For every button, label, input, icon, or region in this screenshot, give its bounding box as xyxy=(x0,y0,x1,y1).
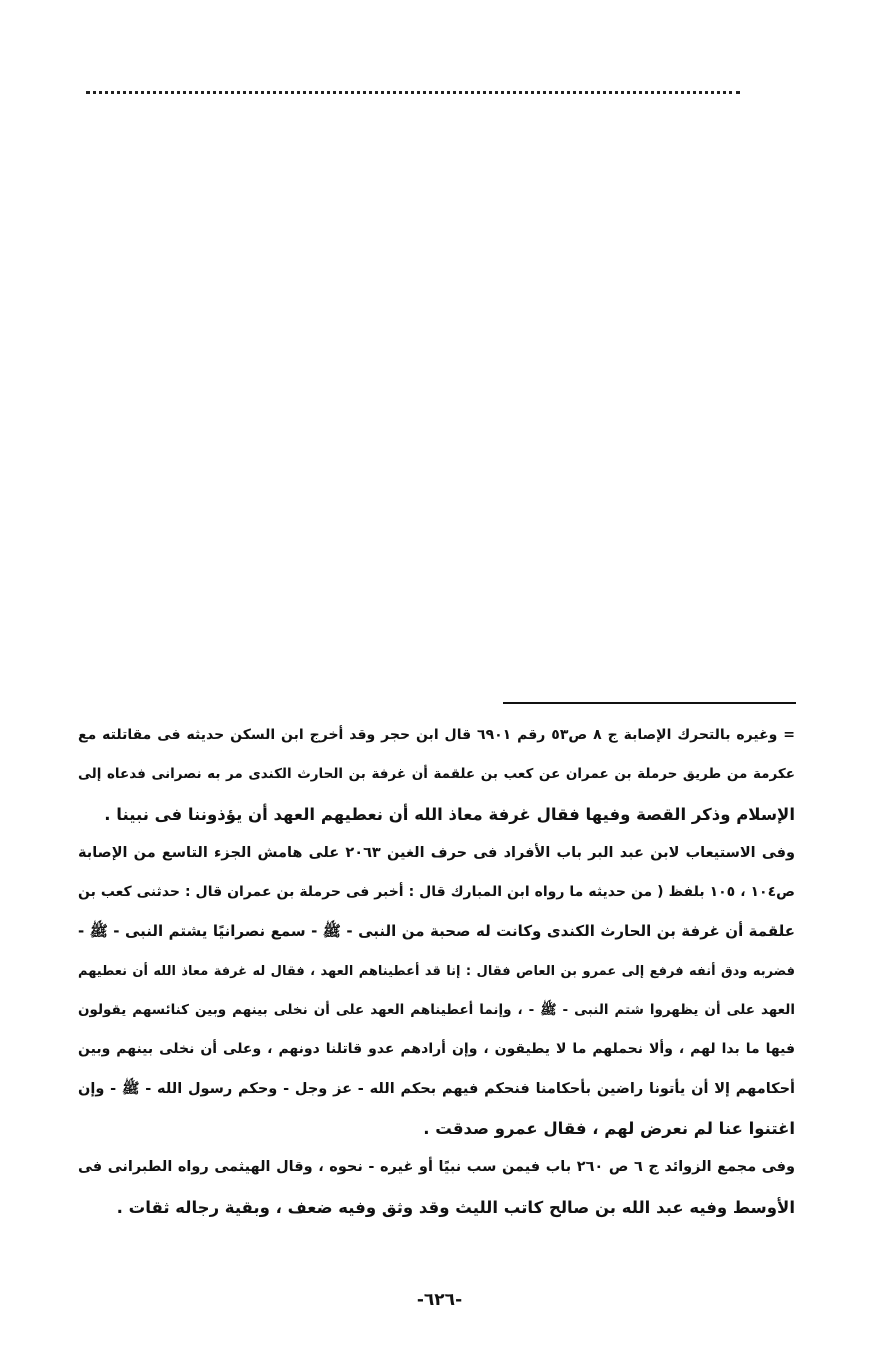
footnote-line: = وغيره بالتحرك الإصابة ج ٨ ص٥٣ رقم ٦٩٠١ قال ابن حجر وقد أخرج ابن السكن حديثه فى مقاتلته مع xyxy=(78,727,795,743)
footnote-line: الإسلام وذكر القصة وفيها فقال غرفة معاذ الله أن نعطيهم العهد أن يؤذوننا فى نبينا . xyxy=(104,804,795,824)
footnote-line: فيها ما بدا لهم ، وألا نحملهم ما لا يطيقون ، وإن أرادهم عدو قاتلنا دونهم ، وعلى أن نخلى بينهم وبين xyxy=(78,1041,795,1058)
footnote-line: عكرمة من طريق حرملة بن عمران عن كعب بن علقمة أن غرفة بن الحارث الكندى مر به نصرانى فدعاه إلى xyxy=(78,766,795,783)
footnote-line: أحكامهم إلا أن يأتونا راضين بأحكامنا فنحكم فيهم بحكم الله - عز وجل - وحكم رسول الله - ﷺ - وإن xyxy=(78,1080,795,1097)
footnote-line: ص١٠٤ ، ١٠٥ بلفظ ( من حديثه ما رواه ابن المبارك قال : أخبر فى حرملة بن عمران قال : حدثنى كعب بن xyxy=(78,884,795,901)
footnote-line: وفى مجمع الزوائد ج ٦ ص ٢٦٠ باب فيمن سب نبيًا أو غيره - نحوه ، وقال الهيثمى رواه الطبرانى فى xyxy=(78,1159,795,1176)
top-dotted-divider xyxy=(86,91,740,94)
page-number: -٦٢٦- xyxy=(416,1290,463,1310)
footnote-separator-line xyxy=(503,702,796,704)
footnote-line: العهد على أن يظهروا شتم النبى - ﷺ - ، وإنما أعطيناهم العهد على أن نخلى بينهم وبين كنائسهم يقولون xyxy=(78,1002,795,1019)
footnote-line: الأوسط وفيه عبد الله بن صالح كاتب الليث وقد وثق وفيه ضعف ، وبقية رجاله ثقات . xyxy=(116,1197,795,1217)
footnote-line: وفى الاستيعاب لابن عبد البر باب الأفراد فى حرف الغين ٢٠٦٣ على هامش الجزء التاسع من الإصابة xyxy=(78,844,795,861)
footnote-line: اغتنوا عنا لم نعرض لهم ، فقال عمرو صدقت . xyxy=(423,1118,795,1138)
footnote-line: فضربه ودق أنفه فرفع إلى عمرو بن العاص فقال : إنا قد أعطيناهم العهد ، فقال له غرفة معاذ الله أن نعطيهم xyxy=(78,963,795,979)
footnote-text-block xyxy=(78,716,795,1227)
footnote-line: علقمة أن غرفة بن الحارث الكندى وكانت له صحبة من النبى - ﷺ - سمع نصرانيًا يشتم النبى - ﷺ - xyxy=(78,922,795,941)
